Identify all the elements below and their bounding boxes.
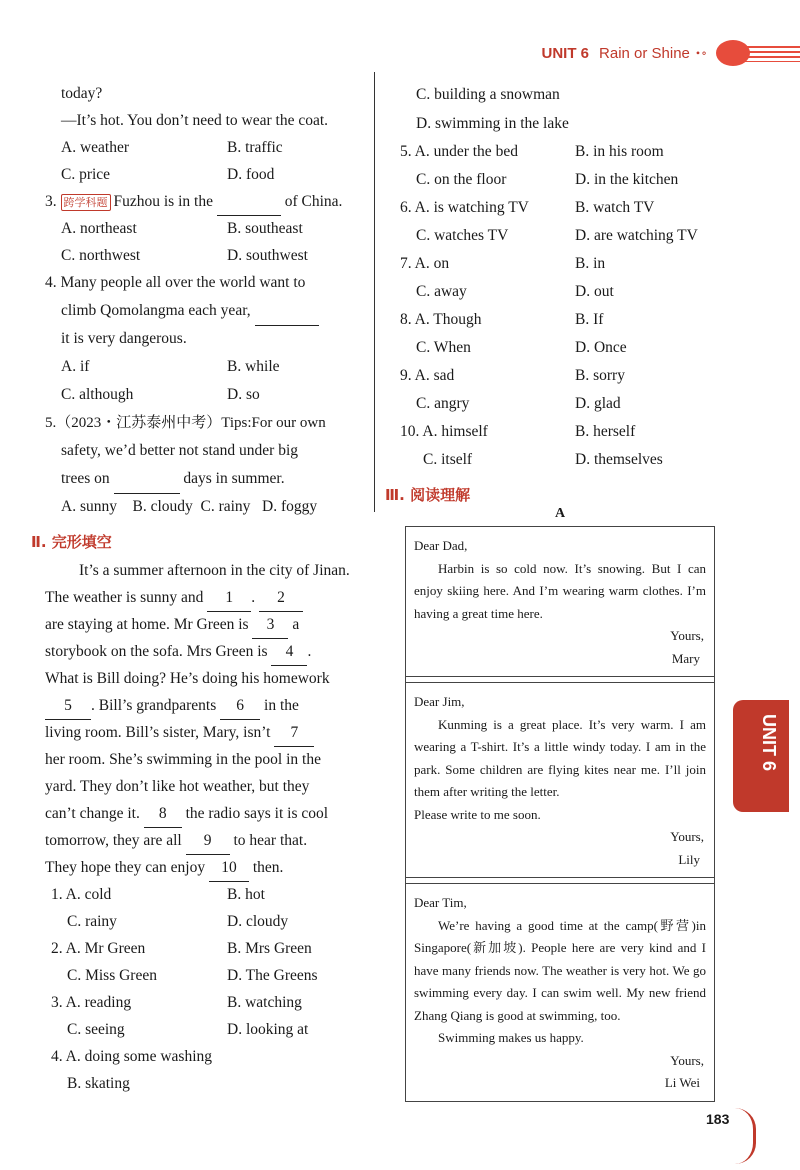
cloze-blank-7: 7 (274, 719, 314, 747)
letter-signature: Li Wei (664, 1075, 700, 1090)
question-text: Fuzhou is in the (113, 193, 213, 210)
option-a: 10. A. himself (400, 423, 488, 440)
section-title-cloze: Ⅱ. 完形填空 (31, 533, 112, 551)
unit-side-tab (733, 700, 789, 812)
cloze-blank-1: 1 (207, 584, 251, 612)
right-column (400, 80, 720, 474)
unit-label: UNIT 6 (541, 44, 590, 62)
cloze-options-left (45, 881, 365, 1097)
option-c: C. Miss Green (67, 967, 157, 984)
question-number: 3. (45, 193, 57, 210)
question-continuation: today? (61, 85, 103, 102)
section-title-reading: Ⅲ. 阅读理解 (385, 486, 471, 504)
options-row (400, 222, 720, 250)
letter-signature: Lily (678, 851, 700, 867)
cloze-blank-8: 8 (144, 800, 182, 828)
passage-label: A (554, 506, 566, 521)
cloze-blank-2: 2 (259, 584, 303, 612)
cloze-line: yard. They don’t like hot weather, but they (45, 778, 310, 795)
option-c: C. seeing (67, 1021, 125, 1038)
cloze-blank-10: 10 (209, 854, 249, 882)
cloze-line (45, 719, 365, 746)
question-3 (45, 188, 365, 215)
cloze-text: The weather is sunny and (45, 589, 204, 606)
header-dots: •∘ (695, 45, 708, 60)
options-row (45, 353, 365, 381)
letters-box (405, 526, 715, 1102)
question-5-options: A. sunny B. cloudy C. rainy D. foggy (61, 498, 318, 515)
question-4-line1: 4. Many people all over the world want to (45, 274, 306, 291)
option-a: A. weather (61, 139, 129, 156)
option-c: C. although (61, 386, 134, 403)
option-a: 9. A. sad (400, 367, 455, 384)
cloze-text: . Bill’s grandparents (91, 697, 217, 714)
options-row (400, 138, 720, 166)
option-a: 5. A. under the bed (400, 143, 518, 160)
cloze-line (45, 638, 365, 665)
letter-closing: Yours, (670, 829, 704, 844)
option-b: B. skating (67, 1075, 130, 1092)
left-column (31, 80, 365, 1097)
cloze-text: living room. Bill’s sister, Mary, isn’t (45, 724, 271, 741)
unit-title: Rain or Shine (599, 44, 690, 62)
options-row (400, 278, 720, 306)
option-d: D. in the kitchen (575, 171, 679, 188)
option-a: 2. A. Mr Green (51, 940, 146, 957)
cloze-line (45, 827, 365, 854)
options-row (400, 250, 720, 278)
option-d: D. Once (575, 339, 627, 356)
option-b: B. in his room (575, 143, 664, 160)
page-number: 183 (706, 1111, 730, 1127)
option-a: 4. A. doing some washing (51, 1048, 213, 1065)
options-row (400, 446, 720, 474)
cloze-text: . (251, 589, 256, 606)
option-c: C. away (416, 283, 467, 300)
options-row (51, 1070, 365, 1097)
option-c: C. northwest (61, 247, 141, 264)
options-row (45, 215, 365, 242)
options-row (51, 881, 365, 908)
letter-greeting: Dear Tim, (414, 895, 467, 910)
header-decoration-icon (712, 38, 782, 68)
option-c: C. on the floor (416, 171, 507, 188)
letter-closing: Yours, (670, 628, 704, 643)
option-b: B. herself (575, 423, 636, 440)
letter-greeting: Dear Dad, (414, 538, 468, 553)
option-b: B. while (227, 358, 280, 375)
option-b: B. watch TV (575, 199, 655, 216)
options-row (400, 194, 720, 222)
option-d: D. swimming in the lake (416, 115, 569, 132)
interdisciplinary-tag: 跨学科题 (61, 194, 111, 211)
option-a: 1. A. cold (51, 886, 112, 903)
option-c: C. price (61, 166, 111, 183)
option-a: 6. A. is watching TV (400, 199, 529, 216)
option-a: 3. A. reading (51, 994, 132, 1011)
option-b: B. hot (227, 886, 265, 903)
cloze-passage (45, 557, 365, 881)
cloze-line: What is Bill doing? He’s doing his homework (45, 670, 330, 687)
option-c: C. When (416, 339, 471, 356)
cloze-blank-6: 6 (220, 692, 260, 720)
cloze-line (45, 692, 365, 719)
cloze-blank-4: 4 (271, 638, 307, 666)
option-a: 8. A. Though (400, 311, 482, 328)
letter-extra: Please write to me soon. (414, 806, 541, 822)
option-d: D. so (227, 386, 260, 403)
option-d: D. are watching TV (575, 227, 698, 244)
cloze-text: are staying at home. Mr Green is (45, 616, 249, 633)
cloze-line (45, 584, 365, 611)
options-row (51, 1043, 365, 1070)
letter-body: Harbin is so cold now. It’s snowing. But I can enjoy skiing here. And I’m wearing warm clothes. I’m having a great time here. (414, 560, 706, 621)
option-b: B. traffic (227, 139, 283, 156)
answer-blank (114, 465, 180, 494)
option-c: C. angry (416, 395, 470, 412)
option-d: D. The Greens (227, 967, 318, 984)
options-row (45, 134, 365, 161)
cloze-blank-3: 3 (252, 611, 288, 639)
options-row (400, 418, 720, 446)
options-row (400, 334, 720, 362)
cloze-text: then. (252, 859, 284, 876)
question-4-line3: it is very dangerous. (61, 330, 187, 347)
option-b: B. southeast (227, 220, 303, 237)
options-row (51, 1016, 365, 1043)
options-row (51, 962, 365, 989)
options-row (45, 381, 365, 409)
cloze-text: tomorrow, they are all (45, 832, 182, 849)
option-b: B. sorry (575, 367, 625, 384)
letter-closing: Yours, (670, 1052, 704, 1068)
cloze-line: It’s a summer afternoon in the city of Jinan. (79, 562, 350, 579)
cloze-text: in the (264, 697, 299, 714)
options-row (51, 989, 365, 1016)
option-d: D. themselves (575, 451, 663, 468)
letter-signature: Mary (671, 650, 700, 666)
option-a: A. northeast (61, 220, 137, 237)
letter-body: We’re having a good time at the camp(野营)in Singapore(新加坡). People here are very kind and I have many friends now. The weather is very hot. We go swimming every day. I can swim well. My new friend Zhang Qiang is good at swimming, too. (414, 917, 706, 1023)
cloze-blank-9: 9 (186, 827, 230, 855)
cloze-text: can’t change it. (45, 805, 140, 822)
options-row (45, 242, 365, 269)
question-answer-line: —It’s hot. You don’t need to wear the coat. (61, 112, 329, 129)
cloze-line (45, 611, 365, 638)
option-d: D. food (227, 166, 275, 183)
cloze-line: her room. She’s swimming in the pool in the (45, 751, 321, 768)
cloze-text: . (307, 643, 312, 660)
options-row (400, 306, 720, 334)
letter-body: Kunming is a great place. It’s very warm. I am wearing a T-shirt. It’s a little windy today. I am in the park. Some children are flying kites near me. I’ll join them after writing the letter. (414, 716, 706, 799)
option-c: C. rainy (67, 913, 117, 930)
letter-2 (406, 683, 714, 878)
option-c: C. itself (423, 451, 473, 468)
page-corner-decoration (735, 1108, 756, 1164)
question-text: trees on (61, 470, 110, 487)
question-4-line2 (45, 297, 365, 325)
question-5-line2: safety, we’d better not stand under big (61, 442, 299, 459)
letter-3 (406, 884, 714, 1101)
question-text: days in summer. (183, 470, 285, 487)
option-d: D. looking at (227, 1021, 309, 1038)
cloze-text: to hear that. (233, 832, 308, 849)
options-row (400, 390, 720, 418)
question-text: of China. (284, 193, 343, 210)
options-row (400, 166, 720, 194)
letter-greeting: Dear Jim, (414, 694, 465, 709)
options-row (51, 908, 365, 935)
cloze-text: the radio says it is cool (185, 805, 329, 822)
column-divider (374, 72, 375, 512)
option-d: D. out (575, 283, 614, 300)
option-b: B. If (575, 311, 604, 328)
option-b: B. Mrs Green (227, 940, 312, 957)
option-b: B. in (575, 255, 606, 272)
cloze-text: storybook on the sofa. Mrs Green is (45, 643, 268, 660)
cloze-blank-5: 5 (45, 692, 91, 720)
option-c: C. watches TV (416, 227, 509, 244)
option-d: D. southwest (227, 247, 308, 264)
answer-blank (217, 188, 281, 216)
option-a: A. if (61, 358, 90, 375)
option-c: C. building a snowman (416, 86, 560, 103)
question-5-line1: 5.（2023・江苏泰州中考）Tips:For our own (45, 415, 326, 431)
question-text: climb Qomolangma each year, (61, 302, 251, 319)
cloze-line (45, 854, 365, 881)
cloze-text: They hope they can enjoy (45, 859, 206, 876)
question-5-line3 (45, 465, 365, 493)
page-header (542, 38, 783, 68)
option-d: D. glad (575, 395, 621, 412)
options-row (45, 161, 365, 188)
option-d: D. cloudy (227, 913, 289, 930)
letter-extra: Swimming makes us happy. (438, 1030, 584, 1045)
answer-blank (255, 297, 319, 326)
cloze-line (45, 800, 365, 827)
letter-1 (406, 527, 714, 677)
options-row (51, 935, 365, 962)
cloze-text: a (292, 616, 300, 633)
option-b: B. watching (227, 994, 302, 1011)
option-a: 7. A. on (400, 255, 450, 272)
side-tab-label: UNIT 6 (759, 714, 779, 772)
options-row (400, 362, 720, 390)
